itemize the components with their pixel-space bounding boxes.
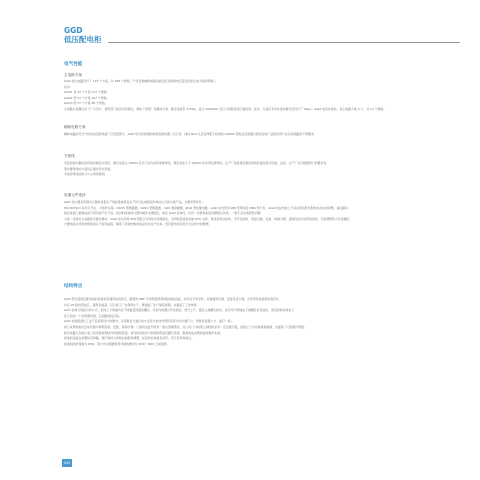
page-number-badge: 043 [63,461,71,465]
components-text [64,200,462,228]
page-header [64,26,460,45]
text-line: GGD 柜主要采用国内元器件质量生产的标准或具有生产许可证或经国外单位认可的合格产品。主要零部件有： [64,200,205,204]
text-line: GGD1 型 49 个方案 123 个规格； [64,90,110,95]
text-line: HD13/HS13 系列刀开关、刀熔开关等。DW15 型断路器，DZ20 型断路器，CJ20 型接触器，JR16 型热继电器。GGD 柜内选用 ZMJ 型母线及 MNS 型卡件，GGD 柜在结构上不存在原有低压配电柜存在的问题，重点解决 [64,205,349,210]
subsection-title-busbar: 方框线 [64,154,75,158]
title-row [64,35,460,45]
page-title: 低压配电柜 [64,35,102,44]
text-line: 如在进柜门最通电的不同可能产生干扰。柜内的接插件以塑料模件支撑固定，如在 GGD 柜体内，仍有一些配电柜的问题相应改进。一般不会出现紧急问题。 [64,211,264,216]
text-line: GGD 柜体分级的冷却方式，柜体上下两端均有不同数量的散热槽孔。当柜内电器元件发热时，热气上升，通过上端槽孔排出，而冷风不断地由下端槽孔补充进柜，使密封的柜体自下 [64,308,295,313]
text-line: 考虑到母线的能力与主母线相同。 [64,172,108,177]
title-divider [108,42,461,43]
subsection-title-components: 电器元件选择 [64,193,86,197]
text-line: 柜体的顶盖在需要时可拆除，便于现场主母线的装配和调整，柜顶的四角装有吊环，用于起吊和装运。 [64,336,195,341]
text-line: GGD2 型 53 个方案 107 个规格； [64,95,110,100]
text-line: 主电路方案要证求了广大设计，使用部门的意见和建议，增加了常规厂常要的方案，额定电流至 3150A，适合 1000KVA 及以下的配电变压器选用。此外，为适应无功补偿的要求还设计了 GGJ1、GGJ2 电容补偿柜，其主电路方案 4 个，共 12 个规格。 [64,106,387,111]
text-line: 型布置母线的方案但应通过型式试验。 [64,166,114,171]
text-line: GGD3 型 27 个方案 68 个规格。 [64,101,108,106]
text-line: 柜门采用转轴式活动铰链与构架连接，安装、拆卸方便。门的折边处均嵌有一根山型橡塑条，关门时门与构架之间的嵌条有一定压缩行程，能防止门与柜体直接碰撞，也提高了门的防护等级。 [64,324,307,329]
busbar-text [64,161,462,178]
text-line: GGD 柜主电路设计了 129 个方案，共 298 个规格（不含变频辅助电路功能变化及控制电压变化而派生的方案和规格）。 [64,79,218,83]
text-line: 方便电接合或者电缆连接孔不能弯曲等，降低了柜体结构的复杂性和生产成本。低压配电柜有利于在运转中的维修。 [64,222,212,227]
brand-label: GGD [64,26,83,35]
text-line: GGD 型交流低压配电柜的柜体采用通用柜的形式，框架用 8MF 冷弯型钢局部焊接组装而成，并设有专用导轨，柜体通用性强，安装灵活方便，且零部件按通用标准设计， [64,297,282,301]
section-title-structure: 结构特点 [64,284,83,289]
text-line: 柜体的防护等级为 IP30，用户也可根据使用环境的要求在 IP20～IP40 之间选择。 [64,341,170,346]
text-line: 而上形成一个自然通风道，达到散热的目的。 [64,313,122,318]
text-line: 考虑到柜内框位标母括机械设计包所，额定电流在 1600A 及以下时均采用单排母线，额定电流大于 1600A 时采用双排母线。生产厂按此规定制造母线并通过型式试验，这里，生产厂也可根据用户的要求变 [64,161,327,165]
subsection-title-aux-circuit: 辅助电路方案 [64,125,86,129]
aux-circuit-text [64,132,462,138]
text-line: GGD 柜按照现代工业产品造型设计的要求，采用黄金分割比的方法设计柜体外型和各部分的分割尺寸，使整柜美观大方，面目一新。 [64,319,234,324]
main-circuit-text [64,79,462,113]
text-line: 辅助电路的设计分供电电压配电柜广泛发展部分，GGD 柜内有控制的控制及继电器二次元件，同时 NLS 以及发挥配于柜体的 LMZ2D 型电流互感器以满足发电厂站保各用户对运动线路的不同要求。 [64,132,317,136]
section-title-electrical: 电气性能 [64,62,83,67]
text-line: 共有 20 模的安装孔，通用系数高，可以使工厂实现预生产。既缩短了生产制造周期，也提高了工作效率。 [64,302,200,307]
text-line: 其中： [64,84,73,89]
text-line: 装有电器元件的仪表门用多股软铜线与构架相连接，柜内的安装件与构架间用滚花螺钉连接，整柜构成完整的接地保护系统。 [64,330,223,335]
subsection-title-main-circuit: 主电路方案 [64,73,82,77]
text-line: 为进一步满足主电路的可靠性要求，GGD 柜内采用 ZMJ 型组合式母线夹和绝缘夹，在母线连接处加装 PFO 边套，母线采用边结构、无开孔结构，连接可靠。安装、拆卸方便，是国内较先进母线结构，无需调整特大长短螺钉， [64,216,353,221]
structure-text [64,297,462,347]
